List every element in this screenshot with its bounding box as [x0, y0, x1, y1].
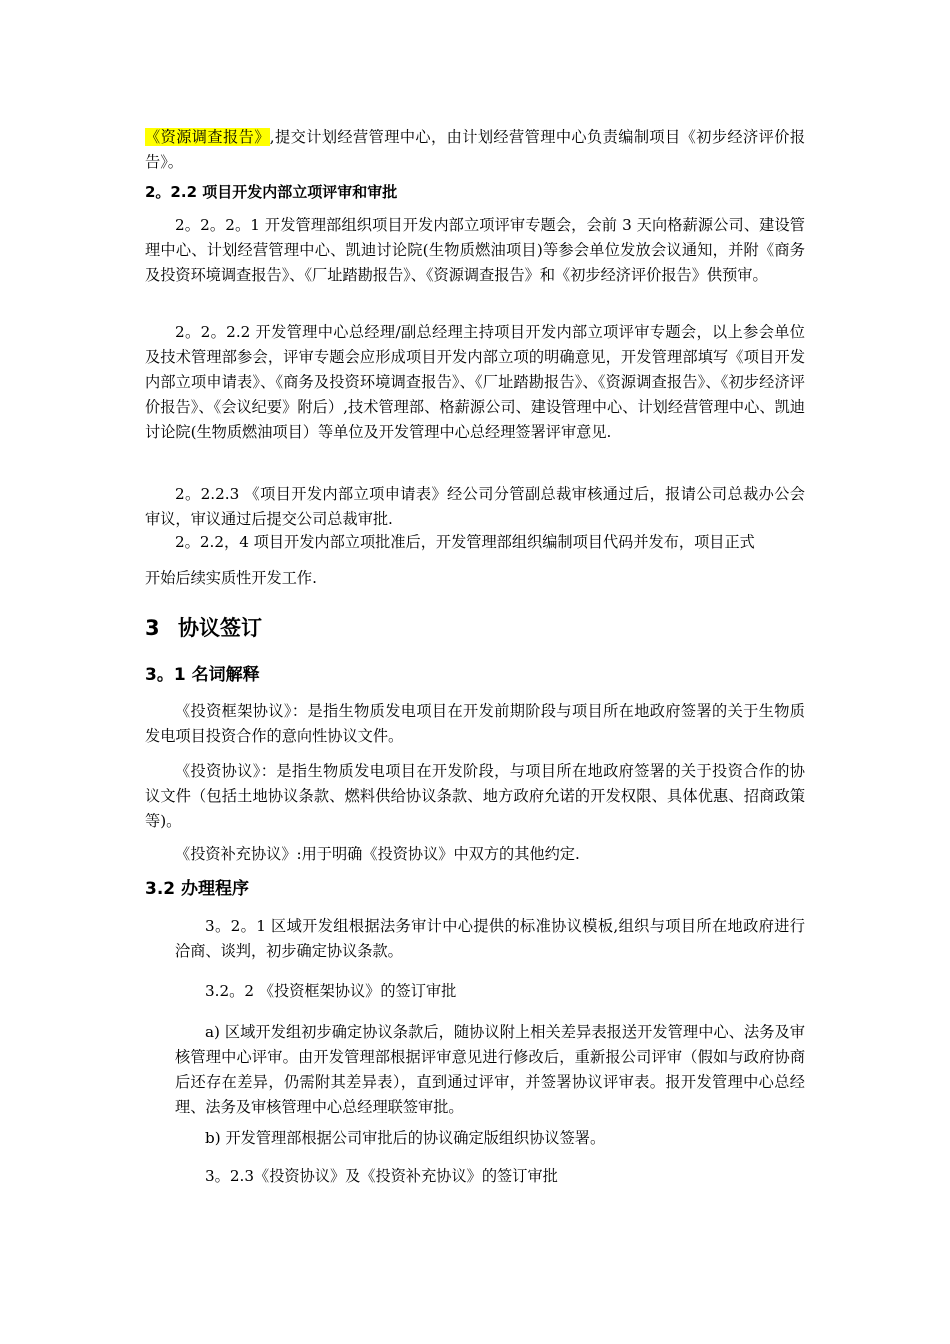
paragraph-text: ,提交计划经营管理中心，由计划经营管理中心负责编制项目《初步经济评价报告》。 — [145, 128, 806, 171]
paragraph-continuation — [145, 125, 805, 175]
paragraph-2-2-2-2: 2。2。2.2 开发管理中心总经理/副总经理主持项目开发内部立项评审专题会，以上参会单位及技术管理部参会，评审专题会应形成项目开发内部立项的明确意见，开发管理部填写《项目开发内部立项申请表》、《商务及投资环境调查报告》、《厂址踏勘报告》、《资源调查报告》、《初步经济评价报告》、《会议纪要》附后）,技术管理部、格薪源公司、建设管理中心、计划经营管理中心、凯迪讨论院(生物质燃油项目）等单位及开发管理中心总经理签署评审意见. — [145, 323, 805, 441]
chapter-title: 协议签订 — [178, 616, 262, 640]
chapter-number: 3 — [145, 616, 160, 640]
paragraph-2-2-2-4: 2。2.2，4 项目开发内部立项批准后，开发管理部组织编制项目代码并发布，项目正式 — [175, 533, 755, 551]
paragraph-3-2-1: 3。2。1 区域开发组根据法务审计中心提供的标准协议模板,组织与项目所在地政府进行洽商、谈判，初步确定协议条款。 — [175, 917, 805, 960]
paragraph-2-2-2-3: 2。2.2.3 《项目开发内部立项申请表》经公司分管副总裁审核通过后，报请公司总裁办公会审议，审议通过后提交公司总裁审批. — [145, 485, 805, 528]
definition-supplementary-agreement: 《投资补充协议》:用于明确《投资协议》中双方的其他约定. — [175, 845, 580, 863]
paragraph-3-2-2: 3.2。2 《投资框架协议》的签订审批 — [205, 982, 457, 1000]
paragraph-2-2-2-4-cont: 开始后续实质性开发工作. — [145, 569, 317, 587]
paragraph-3-2-3: 3。2.3《投资协议》及《投资补充协议》的签订审批 — [205, 1167, 558, 1185]
highlighted-text: 《资源调查报告》 — [145, 128, 270, 146]
paragraph-item-b: b) 开发管理部根据公司审批后的协议确定版组织协议签署。 — [205, 1129, 606, 1147]
section-heading-2-2-2: 2。2.2 项目开发内部立项评审和审批 — [145, 183, 398, 201]
definition-framework-agreement: 《投资框架协议》：是指生物质发电项目在开发前期阶段与项目所在地政府签署的关于生物质发电项目投资合作的意向性协议文件。 — [145, 702, 805, 745]
section-heading-3-1: 3。1 名词解释 — [145, 665, 260, 685]
chapter-heading — [145, 612, 262, 642]
section-heading-3-2: 3.2 办理程序 — [145, 879, 250, 899]
definition-investment-agreement: 《投资协议》：是指生物质发电项目在开发阶段，与项目所在地政府签署的关于投资合作的协议文件（包括土地协议条款、燃料供给协议条款、地方政府允诺的开发权限、具体优惠、招商政策等)。 — [145, 762, 805, 830]
paragraph-2-2-2-1: 2。2。2。1 开发管理部组织项目开发内部立项评审专题会，会前 3 天向格薪源公司、建设管理中心、计划经营管理中心、凯迪讨论院(生物质燃油项目)等参会单位发放会议通知，并附《商务及投资环境调查报告》、《厂址踏勘报告》、《资源调查报告》和《初步经济评价报告》供预审。 — [145, 216, 805, 284]
paragraph-item-a: a) 区域开发组初步确定协议条款后，随协议附上相关差异表报送开发管理中心、法务及审核管理中心评审。由开发管理部根据评审意见进行修改后，重新报公司评审（假如与政府协商后还存在差异，仍需附其差异表），直到通过评审，并签署协议评审表。报开发管理中心总经理、法务及审核管理中心总经理联签审批。 — [175, 1023, 805, 1116]
